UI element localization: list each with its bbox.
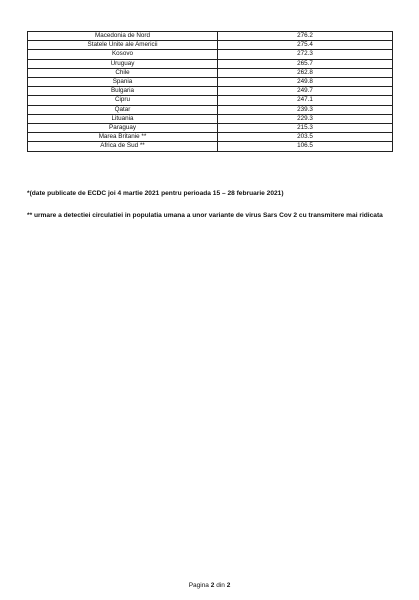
table-body: [28, 32, 393, 152]
table-row: [28, 59, 393, 68]
value-cell: 239.3: [218, 105, 393, 114]
country-cell: Chile: [28, 68, 218, 77]
table-row: [28, 68, 393, 77]
table-row: [28, 50, 393, 59]
footer-prefix: Pagina: [188, 582, 209, 589]
country-cell: Spania: [28, 78, 218, 87]
variant-footnote: ** urmare a detectiei circulatiei in populatia umana a unor variante de virus Sars Cov 2 cu transmitere mai ridicata: [27, 212, 383, 219]
data-source-note: *(date publicate de ECDC joi 4 martie 2021 pentru perioada 15 – 28 februarie 2021): [27, 190, 284, 197]
country-cell: Marea Britanie **: [28, 133, 218, 142]
table-row: [28, 96, 393, 105]
country-cell: Lituania: [28, 114, 218, 123]
table-row: [28, 114, 393, 123]
table-row: [28, 124, 393, 133]
value-cell: 215.3: [218, 124, 393, 133]
country-cell: Cipru: [28, 96, 218, 105]
country-cell: Kosovo: [28, 50, 218, 59]
value-cell: 249.7: [218, 87, 393, 96]
country-cell: Uruguay: [28, 59, 218, 68]
country-cell: Qatar: [28, 105, 218, 114]
value-cell: 275.4: [218, 41, 393, 50]
value-cell: 262.8: [218, 68, 393, 77]
table-row: [28, 142, 393, 151]
value-cell: 106.5: [218, 142, 393, 151]
table-row: [28, 41, 393, 50]
current-page-number: 2: [210, 582, 215, 589]
value-cell: 203.5: [218, 133, 393, 142]
country-cell: Statele Unite ale Americii: [28, 41, 218, 50]
table-row: [28, 32, 393, 41]
table-row: [28, 133, 393, 142]
total-page-count: 2: [226, 582, 231, 589]
value-cell: 265.7: [218, 59, 393, 68]
country-cell: Africa de Sud **: [28, 142, 218, 151]
value-cell: 247.1: [218, 96, 393, 105]
page-number-footer: [0, 582, 419, 589]
country-cell: Bulgaria: [28, 87, 218, 96]
country-cell: Macedonia de Nord: [28, 32, 218, 41]
country-incidence-table: [27, 31, 393, 152]
table-row: [28, 105, 393, 114]
table-row: [28, 87, 393, 96]
table-row: [28, 78, 393, 87]
country-cell: Paraguay: [28, 124, 218, 133]
value-cell: 276.2: [218, 32, 393, 41]
footer-separator: din: [216, 582, 225, 589]
value-cell: 249.8: [218, 78, 393, 87]
value-cell: 272.3: [218, 50, 393, 59]
value-cell: 229.3: [218, 114, 393, 123]
